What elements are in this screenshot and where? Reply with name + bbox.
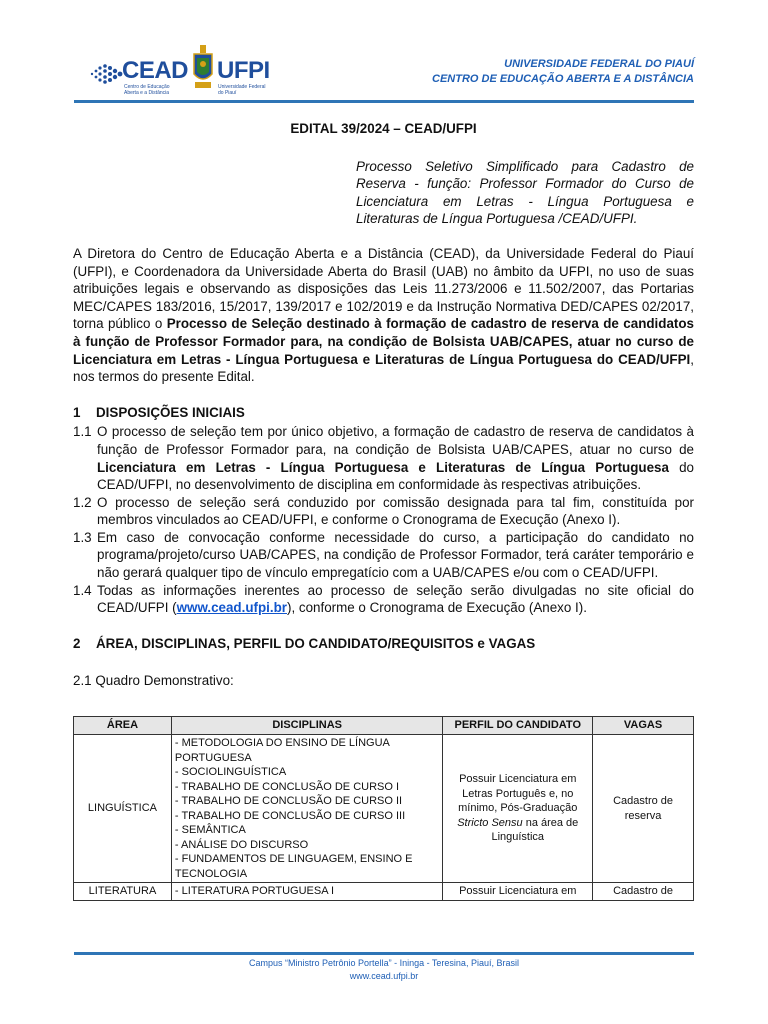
- table-row: [74, 735, 694, 883]
- center-name: CENTRO DE EDUCAÇÃO ABERTA E A DISTÂNCIA: [432, 73, 694, 85]
- table-header-row: [74, 717, 694, 735]
- item-number: 1.1: [73, 424, 92, 440]
- section-1-title: DISPOSIÇÕES INICIAIS: [96, 404, 245, 420]
- logo-ufpi-text: UFPI: [217, 57, 270, 84]
- cell-disciplines: - LITERATURA PORTUGUESA I: [171, 883, 442, 901]
- cell-profile: [443, 735, 593, 883]
- discipline-item: - METODOLOGIA DO ENSINO DE LÍNGUA PORTUGUESA: [174, 737, 390, 764]
- discipline-item: - FUNDAMENTOS DE LINGUAGEM, ENSINO E TECNOLOGIA: [174, 853, 413, 880]
- item-text: [97, 423, 694, 493]
- section-1-heading: [73, 404, 694, 422]
- footer-address: Campus “Ministro Petrônio Portella” - Ininga - Teresina, Piauí, Brasil: [249, 958, 519, 968]
- column-header-area: ÁREA: [74, 717, 172, 735]
- cead-website-link[interactable]: www.cead.ufpi.br: [176, 600, 287, 616]
- cell-area: LINGUÍSTICA: [74, 735, 172, 883]
- item-1-1-text-bold: Licenciatura em Letras - Língua Portuguesa e Literaturas de Língua Portuguesa: [97, 459, 669, 475]
- item-1-4-text-a: Todas as informações inerentes ao processo de seleção serão divulgadas no site oficial do CEAD/UFPI (: [97, 582, 694, 616]
- column-header-profile: PERFIL DO CANDIDATO: [443, 717, 593, 735]
- cell-area: LITERATURA: [74, 883, 172, 901]
- table-row: [74, 883, 694, 901]
- item-1-1: [73, 423, 694, 493]
- footer-divider: [74, 952, 694, 955]
- document-title: EDITAL 39/2024 – CEAD/UFPI: [290, 121, 477, 136]
- intro-paragraph: [73, 245, 694, 386]
- document-subject: Processo Seletivo Simplificado para Cadastro de Reserva - função: Professor Formador do Curso de Licenciatura em Letras - Língua Portuguesa e Literaturas de Língua Portuguesa /CEAD/UFPI.: [356, 158, 694, 227]
- item-1-2: [73, 494, 694, 529]
- item-1-3: [73, 529, 694, 582]
- discipline-item: - TRABALHO DE CONCLUSÃO DE CURSO I: [174, 780, 400, 793]
- cell-vacancies: Cadastro de reserva: [593, 735, 694, 883]
- cell-disciplines: [171, 735, 442, 883]
- item-text: O processo de seleção será conduzido por comissão designada para tal fim, constituída por membros vinculados ao CEAD/UFPI, e conforme o Cronograma de Execução (Anexo I).: [97, 494, 694, 528]
- section-2-title: ÁREA, DISCIPLINAS, PERFIL DO CANDIDATO/REQUISITOS e VAGAS: [96, 635, 536, 651]
- profile-text-a: Possuir Licenciatura em Letras Português e, no mínimo, Pós-Graduação: [458, 773, 578, 815]
- section-2-1-label: 2.1 Quadro Demonstrativo:: [73, 673, 234, 689]
- item-1-1-text-c: do CEAD/UFPI, no desenvolvimento de disciplina em conformidade às respectivas atribuições.: [97, 459, 694, 493]
- section-2-heading: [73, 635, 694, 653]
- cell-vacancies: Cadastro de: [593, 883, 694, 901]
- header-divider: [74, 100, 694, 103]
- intro-text-bold: Processo de Seleção destinado à formação de cadastro de reserva de candidatos à função de Professor Formador para, na condição de Bolsista UAB/CAPES, atuar no curso de Licenciatura em Letras - Língua Portuguesa e Literaturas de Língua Portuguesa do CEAD/UFPI: [73, 316, 694, 367]
- logo-cead-subtitle: Centro de Educação Aberta e a Distância: [124, 84, 170, 96]
- document-body: [73, 116, 694, 901]
- discipline-item: - SEMÂNTICA: [174, 824, 246, 837]
- profile-text-c: na área de Linguística: [491, 816, 579, 844]
- section-2-number: 2: [73, 635, 81, 651]
- cell-profile: Possuir Licenciatura em: [443, 883, 593, 901]
- discipline-item: - TRABALHO DE CONCLUSÃO DE CURSO III: [174, 809, 406, 822]
- item-number: 1.3: [73, 529, 92, 545]
- item-1-4: [73, 582, 694, 617]
- cead-ufpi-logo: [84, 44, 284, 100]
- intro-text-c: , nos termos do presente Edital.: [73, 351, 694, 385]
- page-footer: [0, 957, 768, 983]
- item-text: [97, 582, 694, 617]
- discipline-item: - SOCIOLINGUÍSTICA: [174, 766, 287, 779]
- vacancies-table: [73, 716, 694, 901]
- profile-text-italic: Stricto Sensu: [457, 816, 523, 829]
- discipline-item: - ANÁLISE DO DISCURSO: [174, 838, 309, 851]
- university-name: UNIVERSIDADE FEDERAL DO PIAUÍ: [504, 58, 694, 70]
- item-1-4-text-c: ), conforme o Cronograma de Execução (Anexo I).: [286, 600, 587, 616]
- logo-ufpi-subtitle: Universidade Federal do Piauí: [218, 84, 266, 96]
- item-1-1-text-a: O processo de seleção tem por único objetivo, a formação de cadastro de reserva de candidatos à função de Professor Formador para, na condição de Bolsista UAB/CAPES, atuar no curso de: [97, 424, 694, 457]
- column-header-vacancies: VAGAS: [593, 717, 694, 735]
- intro-text-a: A Diretora do Centro de Educação Aberta e a Distância (CEAD), da Universidade Federal do Piauí (UFPI), e Coordenadora da Universidade Aberta do Brasil (UAB) no âmbito da UFPI, no uso de suas atribuições legais e observando as disposições das Leis 11.273/2006 e 11.502/2007, das Portarias MEC/CAPES 183/2016, 15/2017, 139/2017 e 102/2019 e da Instrução Normativa DED/CAPES 02/2017, torna público o: [73, 245, 694, 332]
- page-header: [0, 0, 768, 110]
- section-1-number: 1: [73, 404, 81, 420]
- item-text: Em caso de convocação conforme necessidade do curso, a participação do candidato no programa/projeto/curso UAB/CAPES, na condição de Professor Formador, terá caráter temporário e não gerará qualquer tipo de vínculo empregatício com a UAB/CAPES e/ou com o CEAD/UFPI.: [97, 529, 694, 581]
- discipline-item: - TRABALHO DE CONCLUSÃO DE CURSO II: [174, 795, 403, 808]
- item-number: 1.4: [73, 582, 92, 598]
- ufpi-crest-icon: [191, 44, 215, 92]
- institution-name: [432, 57, 694, 87]
- column-header-disciplines: DISCIPLINAS: [171, 717, 442, 735]
- footer-site[interactable]: www.cead.ufpi.br: [349, 971, 419, 981]
- logo-cead-text: CEAD: [122, 57, 189, 84]
- item-number: 1.2: [73, 494, 92, 510]
